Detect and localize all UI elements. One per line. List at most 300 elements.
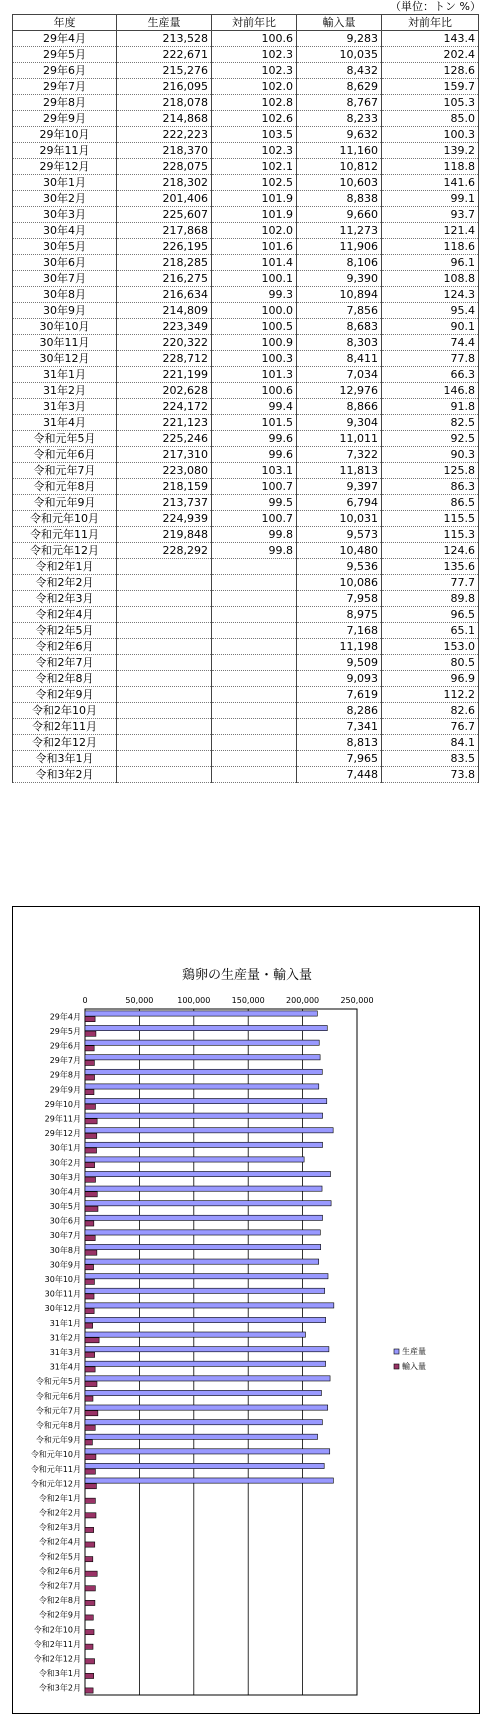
bar-imports <box>85 1513 96 1518</box>
bar-imports <box>85 1148 97 1153</box>
cell-production-yoy: 102.1 <box>212 159 297 175</box>
bar-production <box>85 1069 322 1074</box>
cell-production-yoy: 102.3 <box>212 63 297 79</box>
table-row <box>13 559 479 575</box>
cell-period: 令和元年10月 <box>13 511 117 527</box>
table-row <box>13 607 479 623</box>
cell-imports-yoy: 143.4 <box>382 31 479 47</box>
cell-imports-yoy: 99.1 <box>382 191 479 207</box>
cell-production-yoy: 99.8 <box>212 527 297 543</box>
bar-imports <box>85 1600 95 1605</box>
cell-imports-yoy: 121.4 <box>382 223 479 239</box>
data-table <box>12 14 479 783</box>
y-tick-label: 29年6月 <box>49 1041 81 1051</box>
y-tick-label: 令和2年2月 <box>38 1508 81 1518</box>
x-tick-label: 100,000 <box>177 996 211 1005</box>
cell-production-yoy: 102.3 <box>212 47 297 63</box>
cell-imports-yoy: 112.2 <box>382 687 479 703</box>
y-tick-label: 29年10月 <box>44 1099 81 1109</box>
cell-period: 29年4月 <box>13 31 117 47</box>
y-tick-label: 30年9月 <box>49 1260 81 1270</box>
cell-imports: 8,411 <box>297 351 382 367</box>
cell-production: 228,075 <box>117 159 212 175</box>
cell-production-yoy <box>212 687 297 703</box>
cell-production: 220,322 <box>117 335 212 351</box>
cell-imports: 8,106 <box>297 255 382 271</box>
bar-production <box>85 1113 323 1118</box>
x-tick-label: 250,000 <box>340 996 374 1005</box>
bar-production <box>85 1055 320 1060</box>
cell-imports: 8,286 <box>297 703 382 719</box>
bar-imports <box>85 1279 94 1284</box>
cell-production: 216,095 <box>117 79 212 95</box>
bar-imports <box>85 1542 95 1547</box>
cell-imports: 9,390 <box>297 271 382 287</box>
cell-imports: 7,856 <box>297 303 382 319</box>
cell-imports-yoy: 115.3 <box>382 527 479 543</box>
bar-production <box>85 1157 304 1162</box>
cell-period: 29年5月 <box>13 47 117 63</box>
legend-swatch <box>394 1349 399 1354</box>
legend-label: 生産量 <box>402 1347 426 1356</box>
table-row <box>13 687 479 703</box>
y-tick-label: 令和元年8月 <box>35 1420 81 1430</box>
cell-imports-yoy: 89.8 <box>382 591 479 607</box>
cell-production-yoy <box>212 575 297 591</box>
table-row <box>13 159 479 175</box>
cell-imports: 9,397 <box>297 479 382 495</box>
cell-imports-yoy: 124.3 <box>382 287 479 303</box>
y-tick-label: 29年8月 <box>49 1070 81 1080</box>
cell-imports-yoy: 202.4 <box>382 47 479 63</box>
cell-imports: 8,233 <box>297 111 382 127</box>
cell-imports: 10,086 <box>297 575 382 591</box>
cell-production-yoy: 102.5 <box>212 175 297 191</box>
cell-production-yoy: 100.0 <box>212 303 297 319</box>
cell-production-yoy: 103.1 <box>212 463 297 479</box>
cell-imports: 8,767 <box>297 95 382 111</box>
y-tick-label: 30年3月 <box>49 1172 81 1182</box>
cell-imports: 7,965 <box>297 751 382 767</box>
cell-imports-yoy: 92.5 <box>382 431 479 447</box>
bar-imports <box>85 1294 94 1299</box>
cell-period: 令和元年7月 <box>13 463 117 479</box>
cell-production: 225,246 <box>117 431 212 447</box>
bar-production <box>85 1347 329 1352</box>
cell-production: 213,737 <box>117 495 212 511</box>
cell-production-yoy: 101.3 <box>212 367 297 383</box>
y-tick-label: 令和2年9月 <box>38 1610 81 1620</box>
cell-imports-yoy: 76.7 <box>382 719 479 735</box>
cell-imports-yoy: 100.3 <box>382 127 479 143</box>
cell-imports: 9,283 <box>297 31 382 47</box>
y-tick-label: 30年7月 <box>49 1231 81 1241</box>
bar-production <box>85 1259 319 1264</box>
cell-imports: 9,304 <box>297 415 382 431</box>
cell-production <box>117 623 212 639</box>
bar-imports <box>85 1177 96 1182</box>
cell-production-yoy: 103.5 <box>212 127 297 143</box>
bar-imports <box>85 1133 97 1138</box>
cell-production-yoy: 102.3 <box>212 143 297 159</box>
cell-production: 224,172 <box>117 399 212 415</box>
cell-production-yoy <box>212 719 297 735</box>
cell-production <box>117 767 212 783</box>
cell-imports: 8,303 <box>297 335 382 351</box>
cell-production-yoy <box>212 639 297 655</box>
cell-production-yoy: 102.0 <box>212 79 297 95</box>
y-tick-label: 令和3年2月 <box>38 1683 81 1693</box>
cell-imports: 10,031 <box>297 511 382 527</box>
y-tick-label: 30年5月 <box>49 1202 81 1212</box>
table-row <box>13 111 479 127</box>
bar-imports <box>85 1615 93 1620</box>
cell-imports-yoy: 153.0 <box>382 639 479 655</box>
cell-production-yoy <box>212 735 297 751</box>
header-imports-yoy: 対前年比 <box>382 15 479 31</box>
cell-production-yoy: 99.3 <box>212 287 297 303</box>
bar-imports <box>85 1630 94 1635</box>
table-row <box>13 383 479 399</box>
cell-production-yoy <box>212 751 297 767</box>
x-tick-label: 50,000 <box>125 996 154 1005</box>
cell-production: 216,275 <box>117 271 212 287</box>
cell-imports-yoy: 80.5 <box>382 655 479 671</box>
cell-production: 218,078 <box>117 95 212 111</box>
cell-imports: 10,035 <box>297 47 382 63</box>
cell-production: 223,080 <box>117 463 212 479</box>
table-body <box>13 31 479 783</box>
x-tick-label: 200,000 <box>286 996 320 1005</box>
table-row <box>13 511 479 527</box>
cell-production-yoy: 99.4 <box>212 399 297 415</box>
cell-production-yoy: 99.6 <box>212 447 297 463</box>
y-tick-label: 30年2月 <box>49 1158 81 1168</box>
cell-production-yoy: 99.6 <box>212 431 297 447</box>
cell-period: 31年4月 <box>13 415 117 431</box>
table-row <box>13 735 479 751</box>
table-row <box>13 175 479 191</box>
cell-production: 221,123 <box>117 415 212 431</box>
table-row <box>13 495 479 511</box>
cell-period: 令和元年12月 <box>13 543 117 559</box>
bar-imports <box>85 1075 95 1080</box>
cell-period: 30年11月 <box>13 335 117 351</box>
cell-imports: 10,480 <box>297 543 382 559</box>
bar-production <box>85 1449 330 1454</box>
y-tick-label: 30年10月 <box>44 1275 81 1285</box>
cell-imports-yoy: 96.1 <box>382 255 479 271</box>
cell-imports-yoy: 84.1 <box>382 735 479 751</box>
table-row <box>13 47 479 63</box>
bar-production <box>85 1201 331 1206</box>
bar-production <box>85 1142 323 1147</box>
cell-production-yoy: 100.6 <box>212 31 297 47</box>
bar-imports <box>85 1352 95 1357</box>
bar-imports <box>85 1323 93 1328</box>
cell-production-yoy <box>212 655 297 671</box>
y-tick-label: 31年2月 <box>49 1333 81 1343</box>
bar-imports <box>85 1659 95 1664</box>
cell-period: 令和2年10月 <box>13 703 117 719</box>
cell-imports: 8,683 <box>297 319 382 335</box>
cell-imports: 7,322 <box>297 447 382 463</box>
bar-imports <box>85 1089 94 1094</box>
cell-imports: 8,866 <box>297 399 382 415</box>
cell-period: 30年2月 <box>13 191 117 207</box>
cell-imports-yoy: 86.3 <box>382 479 479 495</box>
bar-production <box>85 1390 321 1395</box>
cell-imports: 11,273 <box>297 223 382 239</box>
cell-production: 219,848 <box>117 527 212 543</box>
y-tick-label: 令和2年3月 <box>38 1523 81 1533</box>
y-tick-label: 30年6月 <box>49 1216 81 1226</box>
cell-period: 令和元年6月 <box>13 447 117 463</box>
cell-production-yoy: 100.7 <box>212 511 297 527</box>
cell-period: 令和2年2月 <box>13 575 117 591</box>
y-tick-label: 30年12月 <box>44 1304 81 1314</box>
table-row <box>13 127 479 143</box>
cell-period: 31年2月 <box>13 383 117 399</box>
bar-imports <box>85 1235 95 1240</box>
chart-area <box>12 906 480 1714</box>
cell-imports-yoy: 146.8 <box>382 383 479 399</box>
cell-production <box>117 591 212 607</box>
legend-swatch <box>394 1364 399 1369</box>
table-row <box>13 463 479 479</box>
cell-period: 令和元年9月 <box>13 495 117 511</box>
cell-production: 218,302 <box>117 175 212 191</box>
bar-imports <box>85 1016 95 1021</box>
y-tick-label: 令和2年10月 <box>33 1625 81 1635</box>
bar-imports <box>85 1250 97 1255</box>
cell-imports: 10,894 <box>297 287 382 303</box>
cell-period: 令和3年2月 <box>13 767 117 783</box>
cell-imports-yoy: 124.6 <box>382 543 479 559</box>
table-row <box>13 415 479 431</box>
table-row <box>13 223 479 239</box>
y-tick-label: 30年4月 <box>49 1187 81 1197</box>
y-tick-label: 31年1月 <box>49 1318 81 1328</box>
bar-chart <box>13 907 481 1715</box>
cell-production: 202,628 <box>117 383 212 399</box>
bar-imports <box>85 1060 94 1065</box>
bar-production <box>85 1215 322 1220</box>
bar-imports <box>85 1469 95 1474</box>
cell-period: 令和2年6月 <box>13 639 117 655</box>
y-tick-label: 令和元年5月 <box>35 1377 81 1387</box>
cell-production: 218,159 <box>117 479 212 495</box>
cell-production-yoy <box>212 703 297 719</box>
y-tick-label: 令和元年9月 <box>35 1435 81 1445</box>
cell-period: 令和2年5月 <box>13 623 117 639</box>
y-tick-label: 31年3月 <box>49 1348 81 1357</box>
bar-imports <box>85 1498 95 1503</box>
cell-period: 30年3月 <box>13 207 117 223</box>
bar-imports <box>85 1192 97 1197</box>
y-tick-label: 令和元年12月 <box>30 1479 81 1489</box>
cell-imports: 11,160 <box>297 143 382 159</box>
bar-imports <box>85 1338 99 1343</box>
y-tick-label: 令和2年4月 <box>38 1537 81 1547</box>
cell-production: 218,370 <box>117 143 212 159</box>
y-tick-label: 令和2年1月 <box>38 1493 81 1503</box>
header-period: 年度 <box>13 15 117 31</box>
y-tick-label: 令和2年12月 <box>33 1654 81 1664</box>
cell-imports-yoy: 141.6 <box>382 175 479 191</box>
bar-production <box>85 1186 322 1191</box>
cell-production-yoy: 100.6 <box>212 383 297 399</box>
cell-period: 29年10月 <box>13 127 117 143</box>
table-row <box>13 207 479 223</box>
header-production-yoy: 対前年比 <box>212 15 297 31</box>
cell-production: 228,712 <box>117 351 212 367</box>
table-row <box>13 239 479 255</box>
cell-imports-yoy: 82.5 <box>382 415 479 431</box>
cell-production: 217,310 <box>117 447 212 463</box>
cell-imports-yoy: 77.7 <box>382 575 479 591</box>
bar-imports <box>85 1571 97 1576</box>
cell-period: 令和3年1月 <box>13 751 117 767</box>
cell-production-yoy: 101.4 <box>212 255 297 271</box>
bar-production <box>85 1317 326 1322</box>
cell-imports-yoy: 128.6 <box>382 63 479 79</box>
cell-production <box>117 703 212 719</box>
cell-imports-yoy: 96.9 <box>382 671 479 687</box>
table-row <box>13 767 479 783</box>
cell-production: 223,349 <box>117 319 212 335</box>
cell-imports: 11,813 <box>297 463 382 479</box>
table-row <box>13 367 479 383</box>
cell-production <box>117 751 212 767</box>
bar-imports <box>85 1119 97 1124</box>
cell-period: 令和2年12月 <box>13 735 117 751</box>
table-row <box>13 79 479 95</box>
bar-imports <box>85 1527 94 1532</box>
table-row <box>13 591 479 607</box>
cell-imports: 8,629 <box>297 79 382 95</box>
cell-imports: 11,906 <box>297 239 382 255</box>
cell-period: 30年7月 <box>13 271 117 287</box>
cell-production <box>117 719 212 735</box>
cell-imports: 9,509 <box>297 655 382 671</box>
cell-period: 令和元年8月 <box>13 479 117 495</box>
cell-production: 221,199 <box>117 367 212 383</box>
bar-production <box>85 1040 319 1045</box>
cell-imports: 8,975 <box>297 607 382 623</box>
table-row <box>13 447 479 463</box>
cell-imports: 9,660 <box>297 207 382 223</box>
cell-production-yoy: 102.0 <box>212 223 297 239</box>
unit-note: （単位：トン %） <box>390 0 481 13</box>
y-tick-label: 令和2年8月 <box>38 1596 81 1606</box>
table-row <box>13 719 479 735</box>
y-tick-label: 令和元年7月 <box>35 1406 81 1416</box>
bar-imports <box>85 1440 92 1445</box>
cell-period: 令和2年8月 <box>13 671 117 687</box>
cell-period: 30年4月 <box>13 223 117 239</box>
y-tick-label: 令和3年1月 <box>38 1669 81 1679</box>
bar-imports <box>85 1206 98 1211</box>
cell-period: 30年5月 <box>13 239 117 255</box>
cell-period: 令和2年1月 <box>13 559 117 575</box>
cell-imports: 7,341 <box>297 719 382 735</box>
cell-imports: 12,976 <box>297 383 382 399</box>
cell-period: 30年6月 <box>13 255 117 271</box>
table-row <box>13 143 479 159</box>
cell-period: 30年10月 <box>13 319 117 335</box>
bar-imports <box>85 1644 93 1649</box>
y-tick-label: 令和2年5月 <box>38 1552 81 1562</box>
cell-production-yoy: 100.1 <box>212 271 297 287</box>
cell-imports: 8,432 <box>297 63 382 79</box>
table-row <box>13 399 479 415</box>
cell-period: 31年1月 <box>13 367 117 383</box>
cell-production-yoy: 102.6 <box>212 111 297 127</box>
bar-production <box>85 1274 328 1279</box>
bar-imports <box>85 1396 93 1401</box>
cell-production <box>117 671 212 687</box>
bar-production <box>85 1332 305 1337</box>
bar-production <box>85 1098 327 1103</box>
cell-imports-yoy: 135.6 <box>382 559 479 575</box>
cell-production-yoy <box>212 607 297 623</box>
bar-imports <box>85 1411 98 1416</box>
bar-production <box>85 1405 328 1410</box>
bar-imports <box>85 1221 94 1226</box>
bar-imports <box>85 1031 96 1036</box>
bar-imports <box>85 1586 95 1591</box>
table-row <box>13 527 479 543</box>
cell-imports-yoy: 139.2 <box>382 143 479 159</box>
cell-imports: 7,619 <box>297 687 382 703</box>
table-row <box>13 479 479 495</box>
cell-imports-yoy: 105.3 <box>382 95 479 111</box>
cell-imports-yoy: 159.7 <box>382 79 479 95</box>
cell-production: 222,223 <box>117 127 212 143</box>
x-tick-label: 150,000 <box>231 996 265 1005</box>
table-row <box>13 191 479 207</box>
table-row <box>13 303 479 319</box>
table-row <box>13 335 479 351</box>
bar-imports <box>85 1162 95 1167</box>
bar-production <box>85 1478 333 1483</box>
cell-period: 令和2年4月 <box>13 607 117 623</box>
x-tick-label: 0 <box>82 996 88 1005</box>
y-tick-label: 令和2年6月 <box>38 1566 81 1576</box>
cell-period: 29年6月 <box>13 63 117 79</box>
cell-production <box>117 735 212 751</box>
y-tick-label: 令和2年11月 <box>33 1639 81 1649</box>
cell-imports: 9,536 <box>297 559 382 575</box>
cell-imports-yoy: 125.8 <box>382 463 479 479</box>
cell-imports: 7,168 <box>297 623 382 639</box>
y-tick-label: 令和2年7月 <box>38 1581 81 1591</box>
bar-production <box>85 1361 326 1366</box>
cell-period: 令和元年11月 <box>13 527 117 543</box>
y-tick-label: 29年4月 <box>49 1012 81 1022</box>
cell-production-yoy: 101.5 <box>212 415 297 431</box>
cell-imports-yoy: 66.3 <box>382 367 479 383</box>
cell-period: 29年8月 <box>13 95 117 111</box>
bar-imports <box>85 1425 95 1430</box>
bar-production <box>85 1244 321 1249</box>
bar-imports <box>85 1688 93 1693</box>
bar-imports <box>85 1673 94 1678</box>
table-row <box>13 63 479 79</box>
cell-imports-yoy: 77.8 <box>382 351 479 367</box>
cell-production-yoy: 101.6 <box>212 239 297 255</box>
